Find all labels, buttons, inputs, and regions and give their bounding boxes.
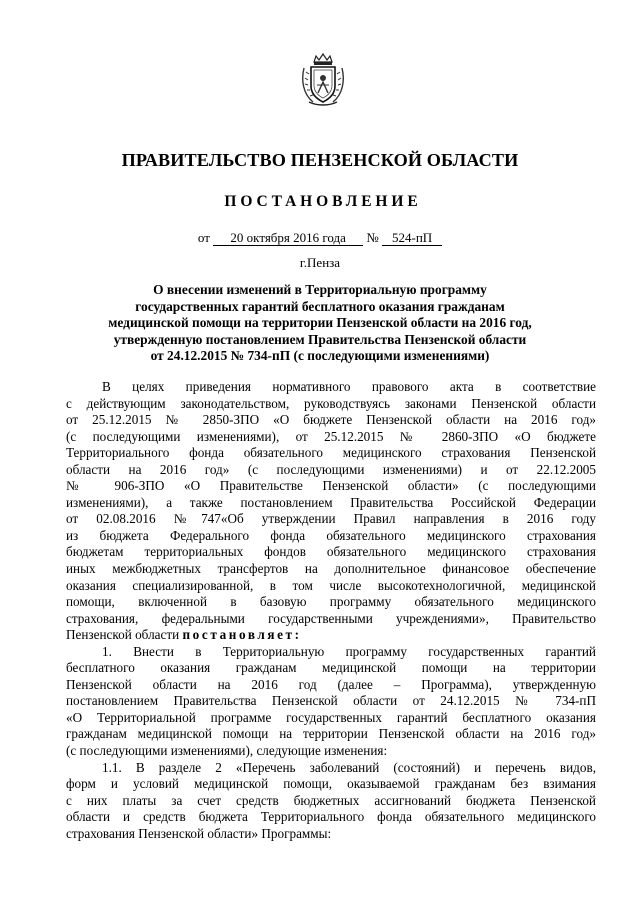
body-line: области на 2016 год» (с последующими изменениями) и от 22.12.2005 (66, 461, 596, 477)
body-line: оказания специализированной, в том числе высокотехнологичной, медицинской (66, 577, 596, 593)
item-line: (с последующими изменениями), следующие изменения: (66, 742, 388, 758)
body-line: помощи, включенной в базовую программу обязательного медицинского (66, 594, 596, 610)
body-line: бюджетам территориальных фондов обязательного медицинского страхования (66, 544, 596, 560)
item-line: страхования Пензенской области» Программы: (66, 825, 332, 841)
document-body (103, 379, 597, 396)
document-body-main (66, 396, 596, 843)
item-line: с них платы за счет средств бюджетных ассигнований бюджета Пензенской (66, 792, 596, 808)
body-line: страхования, федеральными государственными учреждениями», Правительство (66, 610, 596, 626)
body-line: В целях приведения нормативного правового акта в соответствие (102, 379, 596, 394)
heading-line: утвержденную постановлением Правительства Пензенской области (113, 331, 527, 347)
heading-line: О внесении изменений в Территориальную программу (153, 282, 487, 297)
government-title: ПРАВИТЕЛЬСТВО ПЕНЗЕНСКОЙ ОБЛАСТИ (121, 150, 519, 170)
body-line: (с последующими изменениями), от 25.12.2015 № 2860-ЗПО «О бюджете (66, 428, 596, 444)
heading-line: от 24.12.2015 № 734-пП (с последующими изменениями) (150, 348, 490, 363)
document-heading (60, 282, 580, 365)
body-line: иных межбюджетных трансфертов на дополнительное финансовое обеспечение (66, 560, 596, 576)
item-line: «О Территориальной программе государственных гарантий бесплатного оказания (66, 709, 596, 725)
body-line: изменениями), а также постановлением Правительства Российской Федерации (66, 494, 596, 510)
date-number-line (0, 230, 640, 246)
item-line: постановлением Правительства Пензенской области от 24.12.2015 № 734-пП (66, 693, 596, 709)
document-city: г.Пенза (299, 255, 341, 270)
body-line: Территориального фонда обязательного медицинского страхования Пензенской (66, 445, 596, 461)
resolves-line (66, 627, 596, 644)
document-number: 524-пП (382, 231, 442, 246)
heading-line: государственных гарантий бесплатного оказания гражданам (135, 298, 505, 314)
item-line: 1. Внести в Территориальную программу государственных гарантий (102, 643, 596, 659)
number-prefix: № (366, 230, 379, 245)
heading-line: медицинской помощи на территории Пензенской области на 2016 год, (108, 315, 532, 330)
document-type: ПОСТАНОВЛЕНИЕ (224, 193, 422, 210)
item-line: гражданам медицинской помощи на территории Пензенской области на 2016 год» (66, 726, 596, 742)
document-date: 20 октября 2016 года (213, 231, 363, 246)
body-line: № 906-ЗПО «О Правительстве Пензенской области» (с последующими (66, 478, 596, 494)
item-line: бесплатного оказания гражданам медицинской помощи на территории (66, 660, 596, 676)
item-line: 1.1. В разделе 2 «Перечень заболеваний (состояний) и перечень видов, (102, 759, 596, 775)
item-line: Пензенской области на 2016 год (далее – Программа), утвержденную (66, 676, 596, 692)
body-line: из бюджета Федерального фонда обязательного медицинского страхования (66, 527, 596, 543)
body-line: от 02.08.2016 №747«Об утверждении Правил направления в 2016 году (66, 511, 596, 527)
item-line: области и средств бюджета Территориального фонда обязательного медицинского (66, 809, 596, 825)
body-line: с действующим законодательством, руководствуясь законами Пензенской области (66, 395, 596, 411)
resolves-keyword: постановляет: (182, 627, 302, 643)
body-line: от 25.12.2015 № 2850-ЗПО «О бюджете Пензенской области на 2016 год» (66, 412, 596, 428)
item-line: форм и условий медицинской помощи, оказываемой гражданам без взимания (66, 776, 596, 792)
coat-of-arms-icon (301, 52, 345, 106)
resolves-prefix: Пензенской области (66, 627, 183, 643)
date-prefix: от (197, 230, 210, 245)
